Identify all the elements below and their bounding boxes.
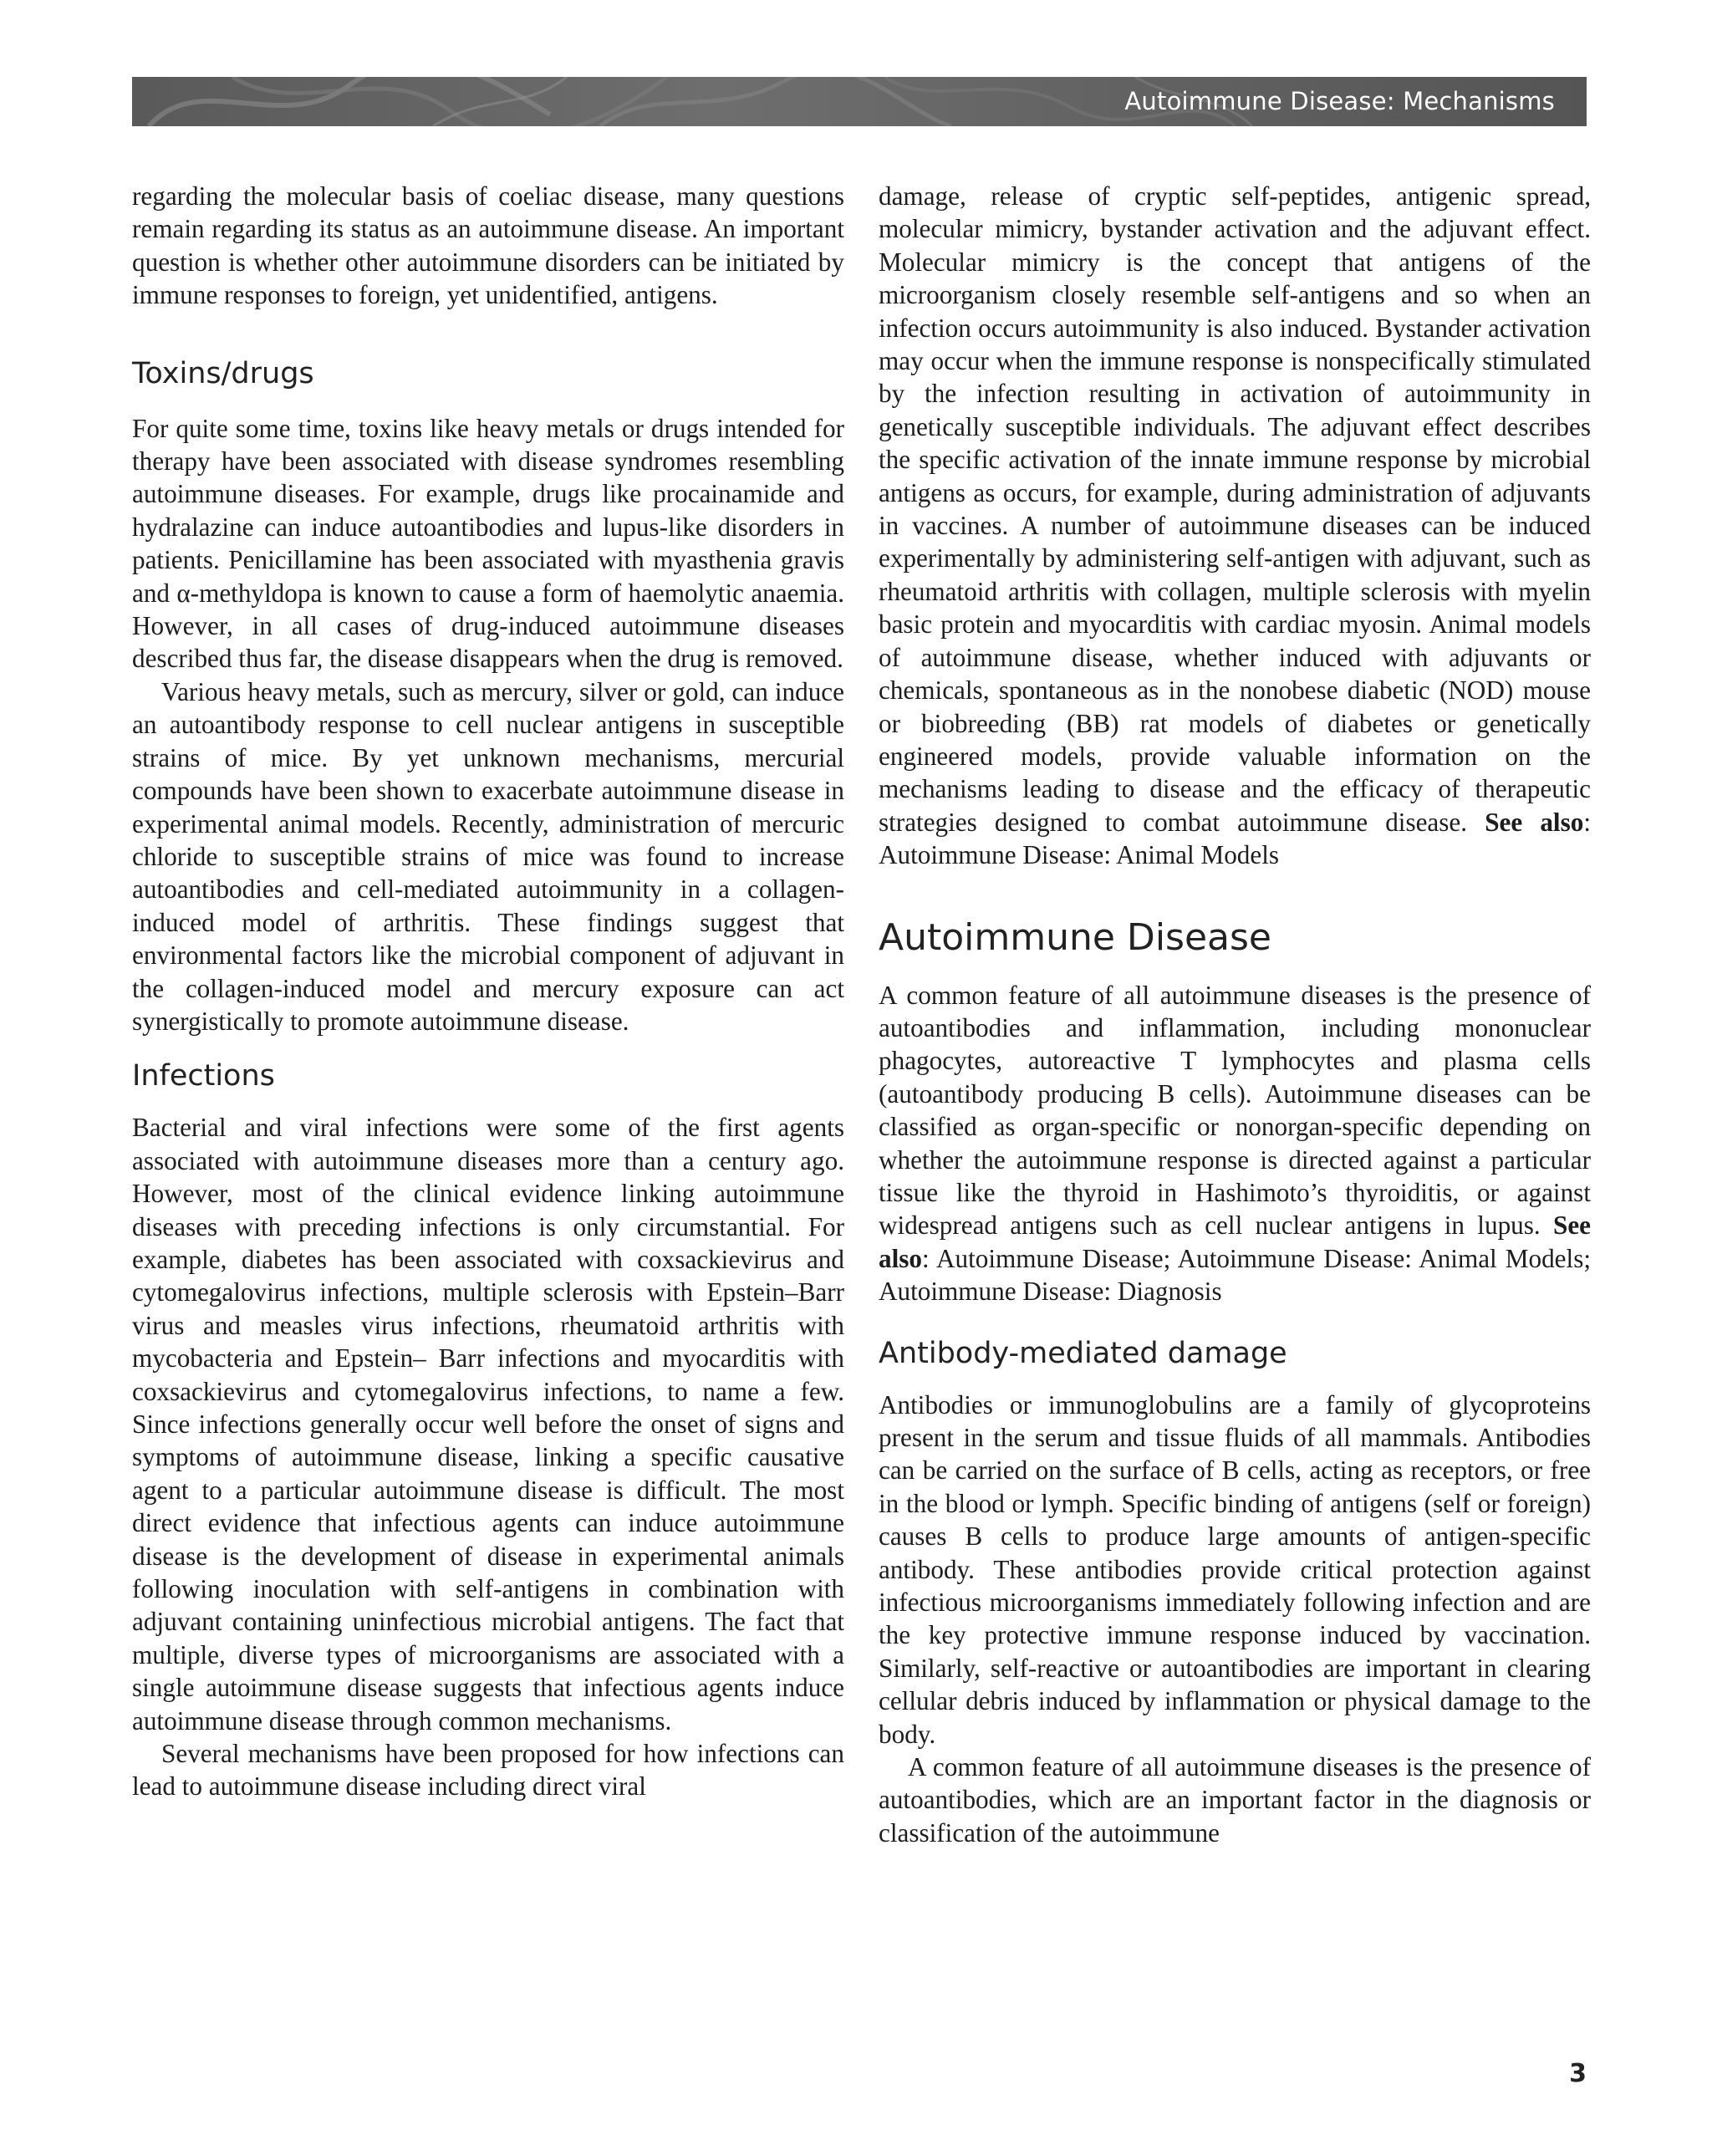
paragraph-autoimmune-disease xyxy=(879,979,1591,1308)
see-also-references-1: : Autoimmune Disease: Animal Models xyxy=(879,807,1591,870)
paragraph-infections-2: Several mechanisms have been proposed for how infections can lead to autoimmune disease including direct viral xyxy=(132,1739,844,1802)
paragraph-intro: regarding the molecular basis of coeliac disease, many questions remain regarding its status as an autoimmune disease. An important question is whether other autoimmune disorders can be initiated by immune responses to foreign, yet unidentified, antigens. xyxy=(132,181,844,310)
heading-autoimmune-disease: Autoimmune Disease xyxy=(879,915,1271,959)
heading-antibody-mediated-damage: Antibody-mediated damage xyxy=(879,1336,1287,1370)
see-also-label-2: See also xyxy=(879,1211,1591,1273)
autoimmune-disease-text: A common feature of all autoimmune diseases is the presence of autoantibodies and inflammation, including mononuclear phagocytes, autoreactive T lymphocytes and plasma cells (autoantibody producing B cells). Autoimmune diseases can be classified as organ-specific or nonorgan-specific depending on whether the autoimmune response is directed against a particular tissue like the thyroid in Hashimoto’s thyroiditis, or against widespread antigens such as cell nuclear antigens in lupus. xyxy=(879,980,1591,1241)
left-column xyxy=(132,180,844,1803)
page-number: 3 xyxy=(1569,2059,1587,2088)
paragraph-infections-1: Bacterial and viral infections were some of the first agents associated with autoimmune diseases more than a century ago. However, most of the clinical evidence linking autoimmune diseases with preceding infections is only circumstantial. For example, diabetes has been associated with coxsackievirus and cytomegalovirus infections, multiple sclerosis with Epstein–Barr virus and measles virus infections, rheumatoid arthritis with mycobacteria and Epstein– Barr infections and myocarditis with coxsackievirus and cytomegalovirus infections, to name a few. Since infections generally occur well before the onset of signs and symptoms of autoimmune disease, linking a specific causative agent to a particular autoimmune disease is difficult. The most direct evidence that infectious agents can induce autoimmune disease is the development of disease in experimental animals following inoculation with self-antigens in combination with adjuvant containing uninfectious microbial antigens. The fact that multiple, diverse types of microorganisms are associated with a single autoimmune disease suggests that infectious agents induce autoimmune disease through common mechanisms. xyxy=(132,1113,844,1736)
see-also-label: See also xyxy=(1485,807,1584,837)
paragraph-mechanisms-cont xyxy=(879,180,1591,872)
running-title: Autoimmune Disease: Mechanisms xyxy=(1124,87,1555,115)
see-also-references-2: : Autoimmune Disease; Autoimmune Disease: Animal Models; Autoimmune Disease: Diagnosis xyxy=(879,1243,1591,1307)
paragraph-antibody-2: A common feature of all autoimmune diseases is the presence of autoantibodies, which are an important factor in the diagnosis or classification of the autoimmune xyxy=(879,1752,1591,1848)
paragraph-antibody-1: Antibodies or immunoglobulins are a family of glycoproteins present in the serum and tissue fluids of all mammals. Antibodies can be carried on the surface of B cells, acting as receptors, or free in the blood or lymph. Specific binding of antigens (self or foreign) causes B cells to produce large amounts of antigen-specific antibody. These antibodies provide critical protection against infectious microorganisms immediately following infection and are the key protective immune response induced by vaccination. Similarly, self-reactive or autoantibodies are important in clearing cellular debris induced by inflammation or physical damage to the body. xyxy=(879,1389,1591,1749)
running-header xyxy=(132,77,1587,126)
heading-infections: Infections xyxy=(132,1059,275,1093)
heading-toxins-drugs: Toxins/drugs xyxy=(132,356,314,390)
mechanisms-text: damage, release of cryptic self-peptides, antigenic spread, molecular mimicry, bystander activation and the adjuvant effect. Molecular mimicry is the concept that antigens of the microorganism closely resemble self-antigens and so when an infection occurs autoimmunity is also induced. Bystander activation may occur when the immune response is nonspecifically stimulated by the infection resulting in activation of autoimmunity in genetically susceptible individuals. The adjuvant effect describes the specific activation of the innate immune response by microbial antigens as occurs, for example, during administration of adjuvants in vaccines. A number of autoimmune diseases can be induced experimentally by administering self-antigen with adjuvant, such as rheumatoid arthritis with collagen, multiple sclerosis with myelin basic protein and myocarditis with cardiac myosin. Animal models of autoimmune disease, whether induced with adjuvants or chemicals, spontaneous as in the nonobese diabetic (NOD) mouse or biobreeding (BB) rat models of diabetes or genetically engineered models, provide valuable information on the mechanisms leading to disease and the efficacy of therapeutic strategies designed to combat autoimmune disease. xyxy=(879,181,1591,837)
paragraph-toxins-1: For quite some time, toxins like heavy metals or drugs intended for therapy have been associated with disease syndromes resembling autoimmune diseases. For example, drugs like procainamide and hydralazine can induce autoantibodies and lupus-like disorders in patients. Penicillamine has been associated with myasthenia gravis and α-methyldopa is known to cause a form of haemolytic anaemia. However, in all cases of drug-induced autoimmune diseases described thus far, the disease disappears when the drug is removed. xyxy=(132,413,844,674)
right-column xyxy=(879,180,1591,1849)
paragraph-toxins-2: Various heavy metals, such as mercury, silver or gold, can induce an autoantibody response to cell nuclear antigens in susceptible strains of mice. By yet unknown mechanisms, mercurial compounds have been shown to exacerbate autoimmune disease in experimental animal models. Recently, administration of mercuric chloride to susceptible strains of mice was found to increase autoantibodies and cell-mediated autoimmunity in a collagen-induced model of arthritis. These findings suggest that environmental factors like the microbial component of adjuvant in the collagen-induced model and mercury exposure can act synergistically to promote autoimmune disease. xyxy=(132,676,844,1036)
